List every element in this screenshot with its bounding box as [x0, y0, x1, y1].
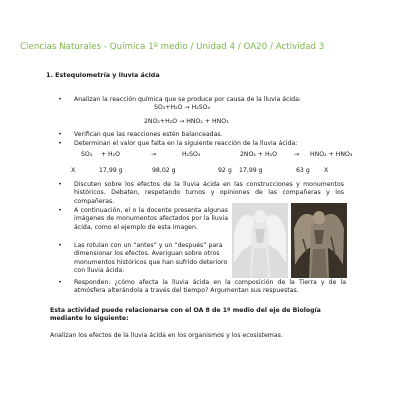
reaction-term: +	[101, 151, 107, 158]
bullet-icon: •	[58, 180, 62, 188]
reaction-arrow: →	[151, 151, 157, 158]
bullet-text-verify: Verifican que las reacciones estén balanceadas.	[74, 131, 223, 138]
reaction-mass: 17,99 g	[239, 167, 263, 174]
reaction-mass: 98,02 g	[152, 167, 176, 174]
equation-nitric: 2NO₂+H₂O → HNO₂ + HNO₃	[144, 118, 229, 125]
reaction-mass: X	[71, 167, 76, 174]
relation-text: Esta actividad puede relacionarse con el OA 8 de 1º medio del eje de Biología mediante lo siguiente:	[50, 307, 321, 323]
equation-sulfuric: SO₃+H₂O → H₂SO₄	[154, 104, 210, 111]
reaction-mass: X	[324, 167, 329, 174]
bullet-text-discuss: Discuten sobre los efectos de la lluvia ácida en las construcciones y monumentos históricos. Debaten, respetando turnos y opiniones de las compañeras y los compañeras.	[74, 181, 344, 205]
reaction-arrow: →	[294, 151, 300, 158]
bullet-text-respond: Responden: ¿cómo afecta la lluvia ácida en la composición de la Tierra y de la atmósfera alterándola a través del tiempo? Argumentan sus respuestas.	[74, 279, 346, 295]
bullet-icon: •	[58, 130, 62, 138]
reaction-mass: 17,99 g	[99, 167, 123, 174]
bullet-icon: •	[58, 278, 62, 286]
reaction-term: SO₃	[81, 151, 93, 158]
page-header: Ciencias Naturales - Química 1º medio / Unidad 4 / OA20 / Actividad 3	[20, 42, 325, 52]
bullet-text-analyze: Analizan la reacción química que se produce por causa de la lluvia ácida:	[74, 96, 301, 103]
reaction-term: HNO₂ + HNO₃	[310, 151, 353, 158]
bullet-text-label: Las rotulan con un “antes” y un “después” para dimensionar los efectos. Averiguan sobre otros monumentos históricos que han sufrido deterioro con lluvia ácida.	[74, 242, 228, 275]
reaction-term: H₂O	[108, 151, 121, 158]
bullet-icon: •	[58, 241, 62, 249]
closing-text: Analizan los efectos de la lluvia ácida en los organismos y los ecosistemas.	[50, 332, 283, 339]
reaction-mass: 92 g	[218, 167, 232, 174]
reaction-mass: 63 g	[296, 167, 310, 174]
statue-before-photo	[232, 203, 288, 278]
bullet-icon: •	[58, 139, 62, 147]
bullet-text-determine: Determinan el valor que falta en la siguiente reacción de la lluvia ácida:	[74, 140, 298, 147]
statue-after-photo	[291, 203, 347, 278]
reaction-term: H₂SO₄	[182, 151, 201, 158]
bullet-icon: •	[58, 206, 62, 214]
reaction-term: 2NO₂ + H₂O	[240, 151, 278, 158]
bullet-text-images: A continuación, el o la docente presenta algunas imágenes de monumentos afectados por la lluvia ácida, como el ejemplo de esta imagen.	[74, 207, 228, 231]
section-title: 1. Estequiometría y lluvia ácida	[46, 71, 160, 79]
bullet-icon: •	[58, 95, 62, 103]
